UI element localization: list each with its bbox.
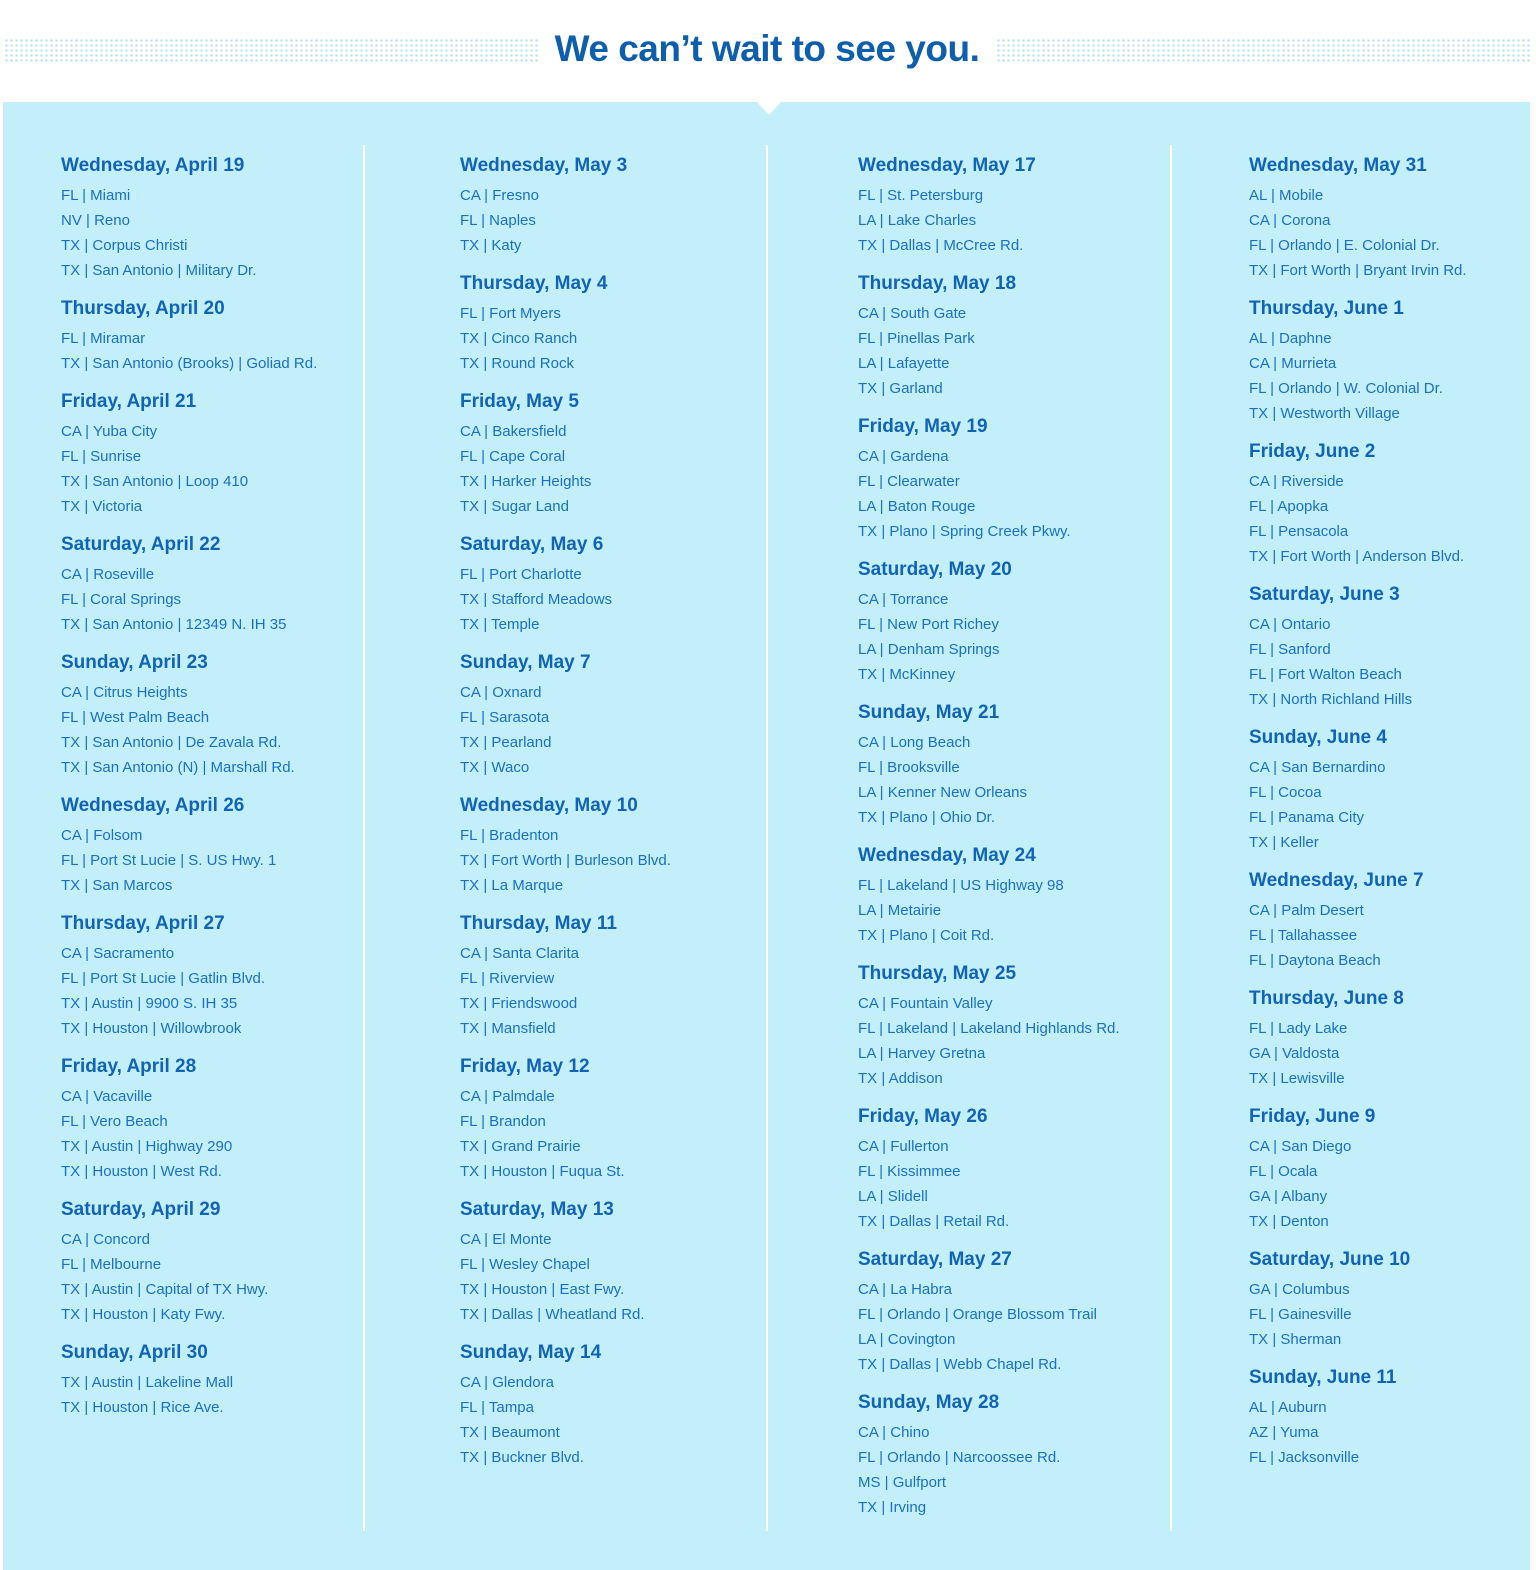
location-item: NV | Reno bbox=[61, 212, 130, 229]
location-item: CA | Concord bbox=[61, 1231, 150, 1248]
day-heading: Saturday, May 6 bbox=[460, 534, 604, 555]
day-heading: Saturday, May 20 bbox=[858, 559, 1012, 580]
location-item: TX | Corpus Christi bbox=[61, 237, 188, 254]
column-divider bbox=[766, 145, 768, 1531]
location-item: FL | Orlando | Orange Blossom Trail bbox=[858, 1306, 1097, 1323]
location-item: FL | Sunrise bbox=[61, 448, 142, 465]
location-item: TX | Fort Worth | Burleson Blvd. bbox=[460, 852, 671, 869]
location-item: TX | Plano | Ohio Dr. bbox=[858, 809, 996, 826]
location-item: FL | Kissimmee bbox=[858, 1163, 961, 1180]
location-item: TX | Victoria bbox=[61, 498, 143, 515]
day-heading: Thursday, April 27 bbox=[61, 913, 225, 934]
location-item: TX | San Antonio (Brooks) | Goliad Rd. bbox=[61, 355, 318, 372]
location-item: FL | Daytona Beach bbox=[1249, 952, 1381, 969]
location-item: TX | Sugar Land bbox=[460, 498, 569, 515]
schedule-column-1 bbox=[61, 152, 357, 1432]
day-heading: Friday, May 5 bbox=[460, 391, 579, 412]
location-item: FL | New Port Richey bbox=[858, 616, 999, 633]
location-item: FL | Lady Lake bbox=[1249, 1020, 1348, 1037]
location-item: TX | Houston | Willowbrook bbox=[61, 1020, 242, 1037]
location-item: CA | Fresno bbox=[460, 187, 539, 204]
dot-pattern-right bbox=[996, 38, 1530, 62]
location-item: TX | Austin | Lakeline Mall bbox=[61, 1374, 234, 1391]
location-item: CA | Glendora bbox=[460, 1374, 554, 1391]
day-heading: Friday, April 21 bbox=[61, 391, 197, 412]
day-group bbox=[1249, 438, 1529, 569]
day-group bbox=[858, 152, 1164, 258]
location-item: FL | Jacksonville bbox=[1249, 1449, 1360, 1466]
day-group bbox=[61, 649, 357, 780]
location-item: CA | Fullerton bbox=[858, 1138, 949, 1155]
day-group bbox=[61, 388, 357, 519]
location-item: CA | Palm Desert bbox=[1249, 902, 1364, 919]
location-item: CA | Folsom bbox=[61, 827, 143, 844]
day-heading: Wednesday, June 7 bbox=[1249, 870, 1424, 891]
column-divider bbox=[363, 145, 365, 1531]
location-item: LA | Metairie bbox=[858, 902, 942, 919]
location-item: TX | Fort Worth | Bryant Irvin Rd. bbox=[1249, 262, 1467, 279]
day-group bbox=[858, 842, 1164, 948]
day-group bbox=[61, 792, 357, 898]
day-group bbox=[858, 1389, 1164, 1520]
location-item: FL | Coral Springs bbox=[61, 591, 182, 608]
location-item: TX | Lewisville bbox=[1249, 1070, 1345, 1087]
location-item: TX | San Antonio | Military Dr. bbox=[61, 262, 257, 279]
location-item: TX | Grand Prairie bbox=[460, 1138, 581, 1155]
location-item: CA | San Bernardino bbox=[1249, 759, 1386, 776]
location-item: TX | Irving bbox=[858, 1499, 927, 1516]
day-heading: Wednesday, May 10 bbox=[460, 795, 638, 816]
location-item: AZ | Yuma bbox=[1249, 1424, 1319, 1441]
location-item: CA | Torrance bbox=[858, 591, 949, 608]
page-title: We can’t wait to see you. bbox=[554, 28, 980, 69]
location-item: TX | La Marque bbox=[460, 877, 564, 894]
location-item: FL | Panama City bbox=[1249, 809, 1365, 826]
day-group bbox=[1249, 724, 1529, 855]
location-item: TX | Friendswood bbox=[460, 995, 578, 1012]
location-item: GA | Columbus bbox=[1249, 1281, 1350, 1298]
location-item: TX | North Richland Hills bbox=[1249, 691, 1413, 708]
location-item: TX | San Antonio (N) | Marshall Rd. bbox=[61, 759, 295, 776]
location-item: CA | Yuba City bbox=[61, 423, 158, 440]
day-group bbox=[858, 699, 1164, 830]
day-group bbox=[858, 1103, 1164, 1234]
day-group bbox=[1249, 152, 1529, 283]
location-item: LA | Denham Springs bbox=[858, 641, 1000, 658]
location-item: FL | Melbourne bbox=[61, 1256, 162, 1273]
location-item: TX | Houston | East Fwy. bbox=[460, 1281, 625, 1298]
location-item: FL | Port Charlotte bbox=[460, 566, 582, 583]
day-group bbox=[1249, 581, 1529, 712]
day-group bbox=[1249, 1103, 1529, 1234]
location-item: TX | Houston | West Rd. bbox=[61, 1163, 222, 1180]
location-item: AL | Daphne bbox=[1249, 330, 1332, 347]
day-group bbox=[460, 910, 760, 1041]
location-item: LA | Covington bbox=[858, 1331, 956, 1348]
location-item: MS | Gulfport bbox=[858, 1474, 947, 1491]
location-item: FL | Riverview bbox=[460, 970, 555, 987]
location-item: CA | Corona bbox=[1249, 212, 1331, 229]
day-group bbox=[61, 152, 357, 283]
location-item: FL | Tallahassee bbox=[1249, 927, 1358, 944]
location-item: FL | Clearwater bbox=[858, 473, 960, 490]
location-item: TX | Addison bbox=[858, 1070, 943, 1087]
location-item: TX | Dallas | Webb Chapel Rd. bbox=[858, 1356, 1062, 1373]
day-group bbox=[61, 1196, 357, 1327]
location-item: CA | Sacramento bbox=[61, 945, 175, 962]
location-item: TX | Round Rock bbox=[460, 355, 574, 372]
location-item: FL | Pinellas Park bbox=[858, 330, 975, 347]
location-item: FL | Fort Myers bbox=[460, 305, 561, 322]
location-item: FL | Orlando | E. Colonial Dr. bbox=[1249, 237, 1440, 254]
location-item: TX | San Antonio | 12349 N. IH 35 bbox=[61, 616, 287, 633]
location-item: TX | Stafford Meadows bbox=[460, 591, 613, 608]
dot-pattern-left bbox=[4, 38, 538, 62]
location-item: LA | Harvey Gretna bbox=[858, 1045, 986, 1062]
location-item: CA | Oxnard bbox=[460, 684, 542, 701]
panel-notch bbox=[757, 102, 781, 115]
day-group bbox=[858, 1246, 1164, 1377]
schedule-column-4 bbox=[1249, 152, 1529, 1482]
location-item: FL | Port St Lucie | Gatlin Blvd. bbox=[61, 970, 265, 987]
location-item: FL | Brandon bbox=[460, 1113, 546, 1130]
location-item: CA | Bakersfield bbox=[460, 423, 567, 440]
location-item: TX | Fort Worth | Anderson Blvd. bbox=[1249, 548, 1465, 565]
location-item: FL | Cape Coral bbox=[460, 448, 566, 465]
day-heading: Friday, May 19 bbox=[858, 416, 988, 437]
day-heading: Thursday, May 18 bbox=[858, 273, 1017, 294]
day-group bbox=[1249, 985, 1529, 1091]
location-item: CA | Roseville bbox=[61, 566, 155, 583]
location-item: CA | Chino bbox=[858, 1424, 930, 1441]
location-item: TX | Keller bbox=[1249, 834, 1319, 851]
day-heading: Wednesday, April 19 bbox=[61, 155, 245, 176]
schedule-column-2 bbox=[460, 152, 760, 1482]
location-item: FL | Pensacola bbox=[1249, 523, 1349, 540]
location-item: FL | Lakeland | Lakeland Highlands Rd. bbox=[858, 1020, 1120, 1037]
day-heading: Saturday, May 27 bbox=[858, 1249, 1012, 1270]
day-group bbox=[460, 270, 760, 376]
day-heading: Sunday, June 4 bbox=[1249, 727, 1387, 748]
location-item: LA | Lake Charles bbox=[858, 212, 977, 229]
location-item: TX | Beaumont bbox=[460, 1424, 560, 1441]
location-item: CA | La Habra bbox=[858, 1281, 952, 1298]
location-item: TX | McKinney bbox=[858, 666, 956, 683]
location-item: FL | West Palm Beach bbox=[61, 709, 210, 726]
location-item: TX | Dallas | Retail Rd. bbox=[858, 1213, 1010, 1230]
location-item: TX | Westworth Village bbox=[1249, 405, 1400, 422]
day-heading: Sunday, May 21 bbox=[858, 702, 1000, 723]
location-item: FL | Brooksville bbox=[858, 759, 960, 776]
day-group bbox=[460, 531, 760, 637]
day-group bbox=[61, 910, 357, 1041]
location-item: FL | Wesley Chapel bbox=[460, 1256, 590, 1273]
location-item: TX | San Antonio | De Zavala Rd. bbox=[61, 734, 282, 751]
location-item: AL | Auburn bbox=[1249, 1399, 1327, 1416]
day-heading: Wednesday, April 26 bbox=[61, 795, 245, 816]
day-group bbox=[460, 649, 760, 780]
location-item: TX | Houston | Katy Fwy. bbox=[61, 1306, 226, 1323]
schedule-column-3 bbox=[858, 152, 1164, 1532]
location-item: TX | Houston | Fuqua St. bbox=[460, 1163, 625, 1180]
day-heading: Saturday, June 10 bbox=[1249, 1249, 1411, 1270]
day-group bbox=[460, 1196, 760, 1327]
location-item: LA | Lafayette bbox=[858, 355, 950, 372]
location-item: FL | Fort Walton Beach bbox=[1249, 666, 1402, 683]
day-heading: Saturday, May 13 bbox=[460, 1199, 614, 1220]
location-item: GA | Albany bbox=[1249, 1188, 1328, 1205]
location-item: FL | Sanford bbox=[1249, 641, 1331, 658]
location-item: CA | Palmdale bbox=[460, 1088, 555, 1105]
day-group bbox=[858, 270, 1164, 401]
location-item: LA | Baton Rouge bbox=[858, 498, 976, 515]
location-item: FL | Bradenton bbox=[460, 827, 559, 844]
location-item: CA | Long Beach bbox=[858, 734, 971, 751]
day-heading: Sunday, May 28 bbox=[858, 1392, 1000, 1413]
day-group bbox=[1249, 1246, 1529, 1352]
location-item: TX | Pearland bbox=[460, 734, 552, 751]
location-item: CA | Ontario bbox=[1249, 616, 1331, 633]
location-item: FL | St. Petersburg bbox=[858, 187, 984, 204]
day-heading: Sunday, May 7 bbox=[460, 652, 591, 673]
location-item: CA | Citrus Heights bbox=[61, 684, 188, 701]
location-item: TX | Austin | Capital of TX Hwy. bbox=[61, 1281, 269, 1298]
column-divider bbox=[1170, 145, 1172, 1531]
location-item: FL | Port St Lucie | S. US Hwy. 1 bbox=[61, 852, 277, 869]
day-heading: Thursday, June 1 bbox=[1249, 298, 1404, 319]
day-group bbox=[858, 413, 1164, 544]
day-group bbox=[460, 152, 760, 258]
location-item: TX | San Marcos bbox=[61, 877, 173, 894]
location-item: TX | Temple bbox=[460, 616, 540, 633]
day-heading: Thursday, June 8 bbox=[1249, 988, 1404, 1009]
day-heading: Sunday, April 30 bbox=[61, 1342, 208, 1363]
location-item: FL | Cocoa bbox=[1249, 784, 1322, 801]
location-item: TX | Austin | Highway 290 bbox=[61, 1138, 233, 1155]
day-group bbox=[460, 1339, 760, 1470]
location-item: AL | Mobile bbox=[1249, 187, 1324, 204]
location-item: CA | El Monte bbox=[460, 1231, 552, 1248]
location-item: TX | Sherman bbox=[1249, 1331, 1342, 1348]
day-heading: Thursday, May 4 bbox=[460, 273, 608, 294]
location-item: CA | Murrieta bbox=[1249, 355, 1337, 372]
day-heading: Saturday, June 3 bbox=[1249, 584, 1400, 605]
day-heading: Friday, May 26 bbox=[858, 1106, 988, 1127]
day-heading: Friday, June 9 bbox=[1249, 1106, 1376, 1127]
location-item: CA | South Gate bbox=[858, 305, 967, 322]
location-item: LA | Slidell bbox=[858, 1188, 928, 1205]
location-item: CA | Santa Clarita bbox=[460, 945, 579, 962]
day-group bbox=[460, 388, 760, 519]
location-item: TX | Dallas | McCree Rd. bbox=[858, 237, 1024, 254]
location-item: FL | Tampa bbox=[460, 1399, 534, 1416]
day-heading: Wednesday, May 24 bbox=[858, 845, 1036, 866]
location-item: CA | Fountain Valley bbox=[858, 995, 993, 1012]
day-heading: Saturday, April 22 bbox=[61, 534, 221, 555]
day-heading: Thursday, May 11 bbox=[460, 913, 617, 934]
location-item: TX | Austin | 9900 S. IH 35 bbox=[61, 995, 238, 1012]
day-heading: Friday, June 2 bbox=[1249, 441, 1376, 462]
location-item: TX | Buckner Blvd. bbox=[460, 1449, 584, 1466]
location-item: FL | Apopka bbox=[1249, 498, 1329, 515]
location-item: CA | Riverside bbox=[1249, 473, 1344, 490]
day-heading: Sunday, May 14 bbox=[460, 1342, 602, 1363]
location-item: FL | Sarasota bbox=[460, 709, 550, 726]
location-item: LA | Kenner New Orleans bbox=[858, 784, 1027, 801]
header bbox=[0, 0, 1536, 102]
location-item: CA | San Diego bbox=[1249, 1138, 1352, 1155]
day-heading: Wednesday, May 17 bbox=[858, 155, 1036, 176]
day-group bbox=[858, 960, 1164, 1091]
location-item: GA | Valdosta bbox=[1249, 1045, 1340, 1062]
location-item: FL | Gainesville bbox=[1249, 1306, 1352, 1323]
location-item: TX | Harker Heights bbox=[460, 473, 592, 490]
location-item: FL | Miami bbox=[61, 187, 131, 204]
location-item: CA | Gardena bbox=[858, 448, 949, 465]
day-group bbox=[1249, 1364, 1529, 1470]
day-group bbox=[460, 792, 760, 898]
day-heading: Thursday, April 20 bbox=[61, 298, 225, 319]
location-item: TX | Denton bbox=[1249, 1213, 1329, 1230]
location-item: TX | Cinco Ranch bbox=[460, 330, 578, 347]
day-group bbox=[61, 531, 357, 637]
day-group bbox=[460, 1053, 760, 1184]
day-heading: Wednesday, May 31 bbox=[1249, 155, 1427, 176]
location-item: TX | Plano | Spring Creek Pkwy. bbox=[858, 523, 1071, 540]
location-item: TX | Mansfield bbox=[460, 1020, 556, 1037]
location-item: FL | Miramar bbox=[61, 330, 146, 347]
day-heading: Friday, May 12 bbox=[460, 1056, 590, 1077]
location-item: TX | Plano | Coit Rd. bbox=[858, 927, 995, 944]
day-group bbox=[61, 1053, 357, 1184]
location-item: CA | Vacaville bbox=[61, 1088, 153, 1105]
location-item: FL | Orlando | W. Colonial Dr. bbox=[1249, 380, 1443, 397]
location-item: FL | Lakeland | US Highway 98 bbox=[858, 877, 1064, 894]
day-group bbox=[1249, 867, 1529, 973]
day-heading: Thursday, May 25 bbox=[858, 963, 1017, 984]
location-item: TX | Houston | Rice Ave. bbox=[61, 1399, 224, 1416]
day-group bbox=[1249, 295, 1529, 426]
location-item: TX | Waco bbox=[460, 759, 530, 776]
location-item: FL | Vero Beach bbox=[61, 1113, 168, 1130]
day-heading: Friday, April 28 bbox=[61, 1056, 197, 1077]
day-heading: Saturday, April 29 bbox=[61, 1199, 221, 1220]
day-heading: Sunday, June 11 bbox=[1249, 1367, 1397, 1388]
day-group bbox=[61, 1339, 357, 1420]
location-item: TX | Katy bbox=[460, 237, 522, 254]
day-group bbox=[858, 556, 1164, 687]
location-item: FL | Naples bbox=[460, 212, 536, 229]
day-heading: Sunday, April 23 bbox=[61, 652, 208, 673]
location-item: TX | San Antonio | Loop 410 bbox=[61, 473, 249, 490]
day-group bbox=[61, 295, 357, 376]
location-item: TX | Dallas | Wheatland Rd. bbox=[460, 1306, 645, 1323]
location-item: TX | Garland bbox=[858, 380, 943, 397]
location-item: FL | Orlando | Narcoossee Rd. bbox=[858, 1449, 1061, 1466]
location-item: FL | Ocala bbox=[1249, 1163, 1318, 1180]
day-heading: Wednesday, May 3 bbox=[460, 155, 628, 176]
